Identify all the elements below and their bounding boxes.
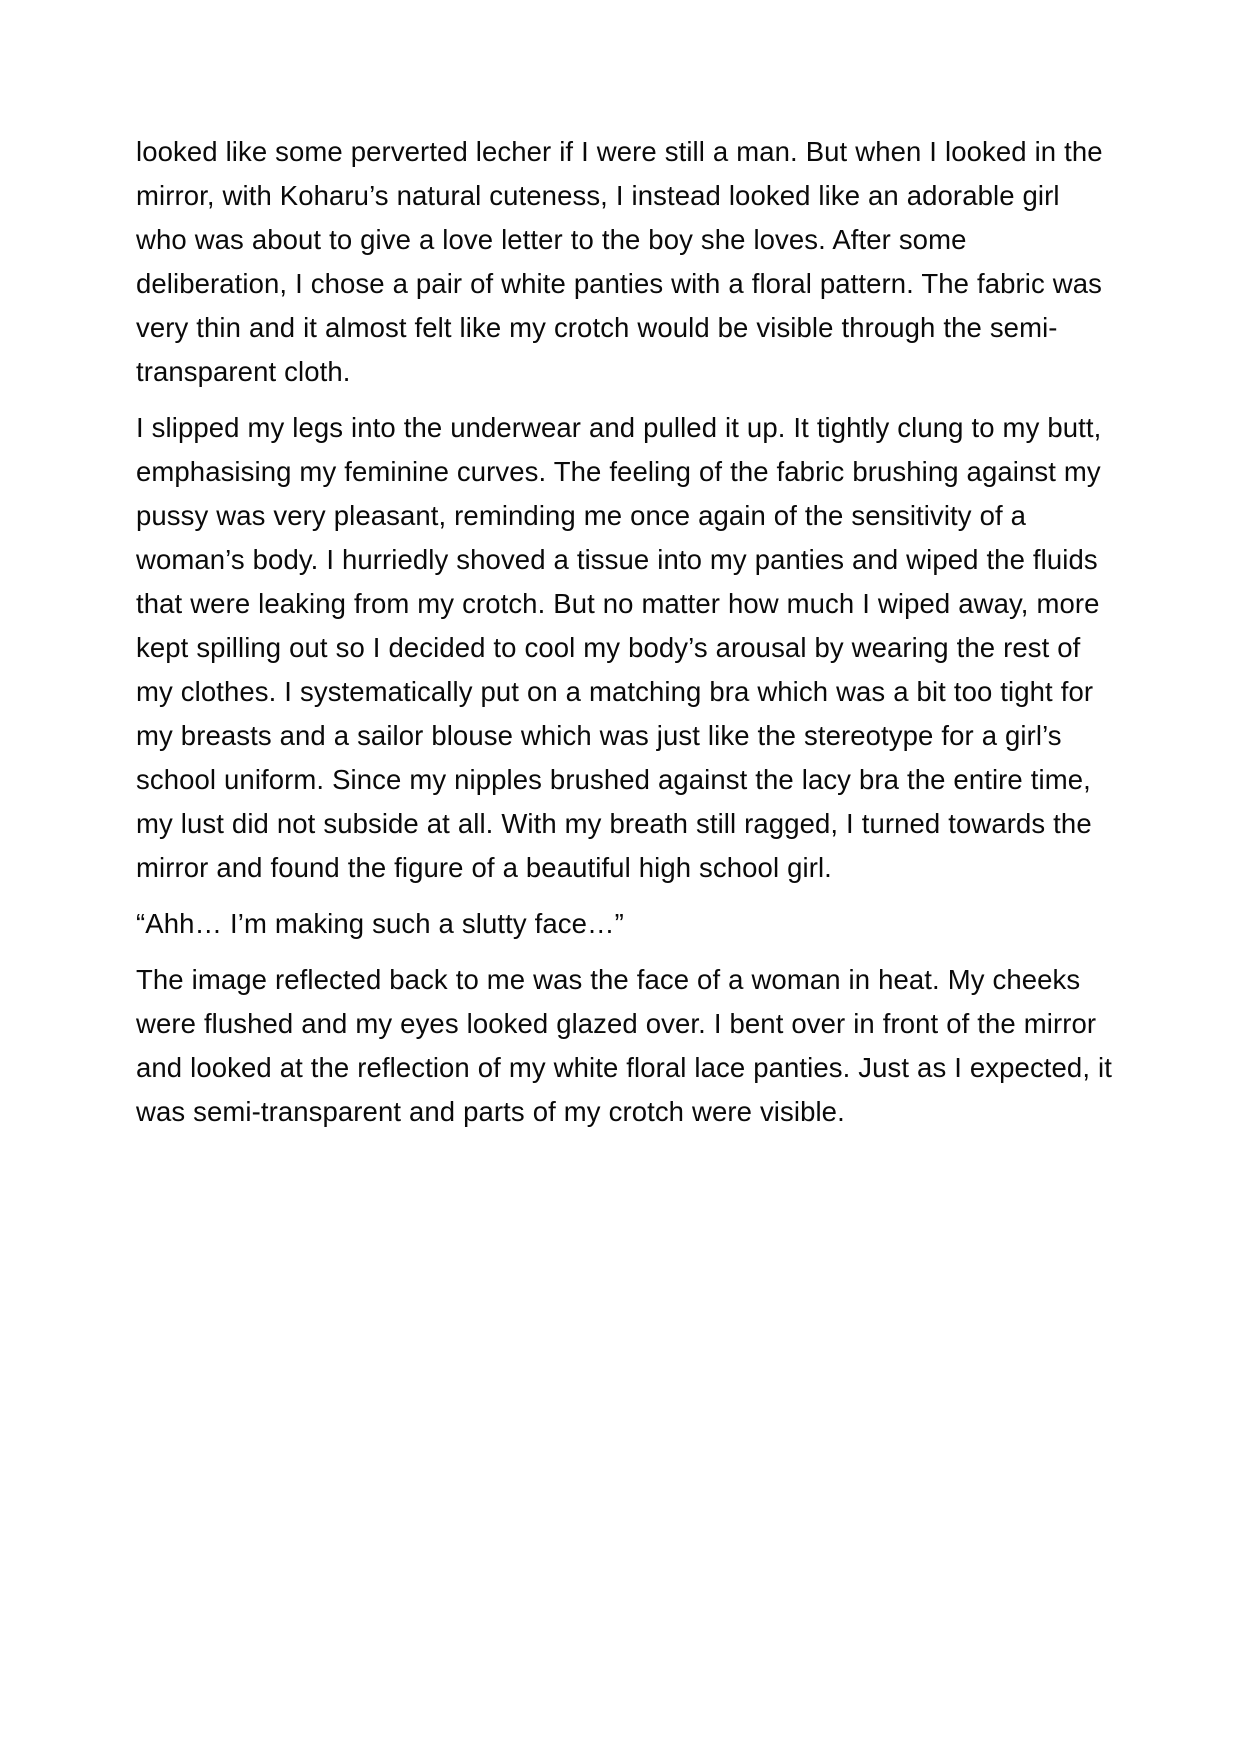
paragraph: The image reflected back to me was the face of a woman in heat. My cheeks were flushed and my eyes looked glazed over. I bent over in front of the mirror and looked at the reflection of my white floral lace panties. Just as I expected, it was semi-transparent and parts of my crotch were visible. [136, 964, 1112, 1127]
paragraph: I slipped my legs into the underwear and pulled it up. It tightly clung to my butt, emphasising my feminine curves. The feeling of the fabric brushing against my pussy was very pleasant, reminding me once again of the sensitivity of a woman’s body. I hurriedly shoved a tissue into my panties and wiped the fluids that were leaking from my crotch. But no matter how much I wiped away, more kept spilling out so I decided to cool my body’s arousal by wearing the rest of my clothes. I systematically put on a matching bra which was a bit too tight for my breasts and a sailor blouse which was just like the stereotype for a girl’s school uniform. Since my nipples brushed against the lacy bra the entire time, my lust did not subside at all. With my breath still ragged, I turned towards the mirror and found the figure of a beautiful high school girl. [136, 412, 1102, 883]
paragraph: “Ahh… I’m making such a slutty face…” [136, 908, 624, 939]
paragraph: looked like some perverted lecher if I were still a man. But when I looked in the mirror, with Koharu’s natural cuteness, I instead looked like an adorable girl who was about to give a love letter to the boy she loves. After some deliberation, I chose a pair of white panties with a floral pattern. The fabric was very thin and it almost felt like my crotch would be visible through the semi-transparent cloth. [136, 136, 1103, 387]
document-body [136, 130, 1113, 1134]
